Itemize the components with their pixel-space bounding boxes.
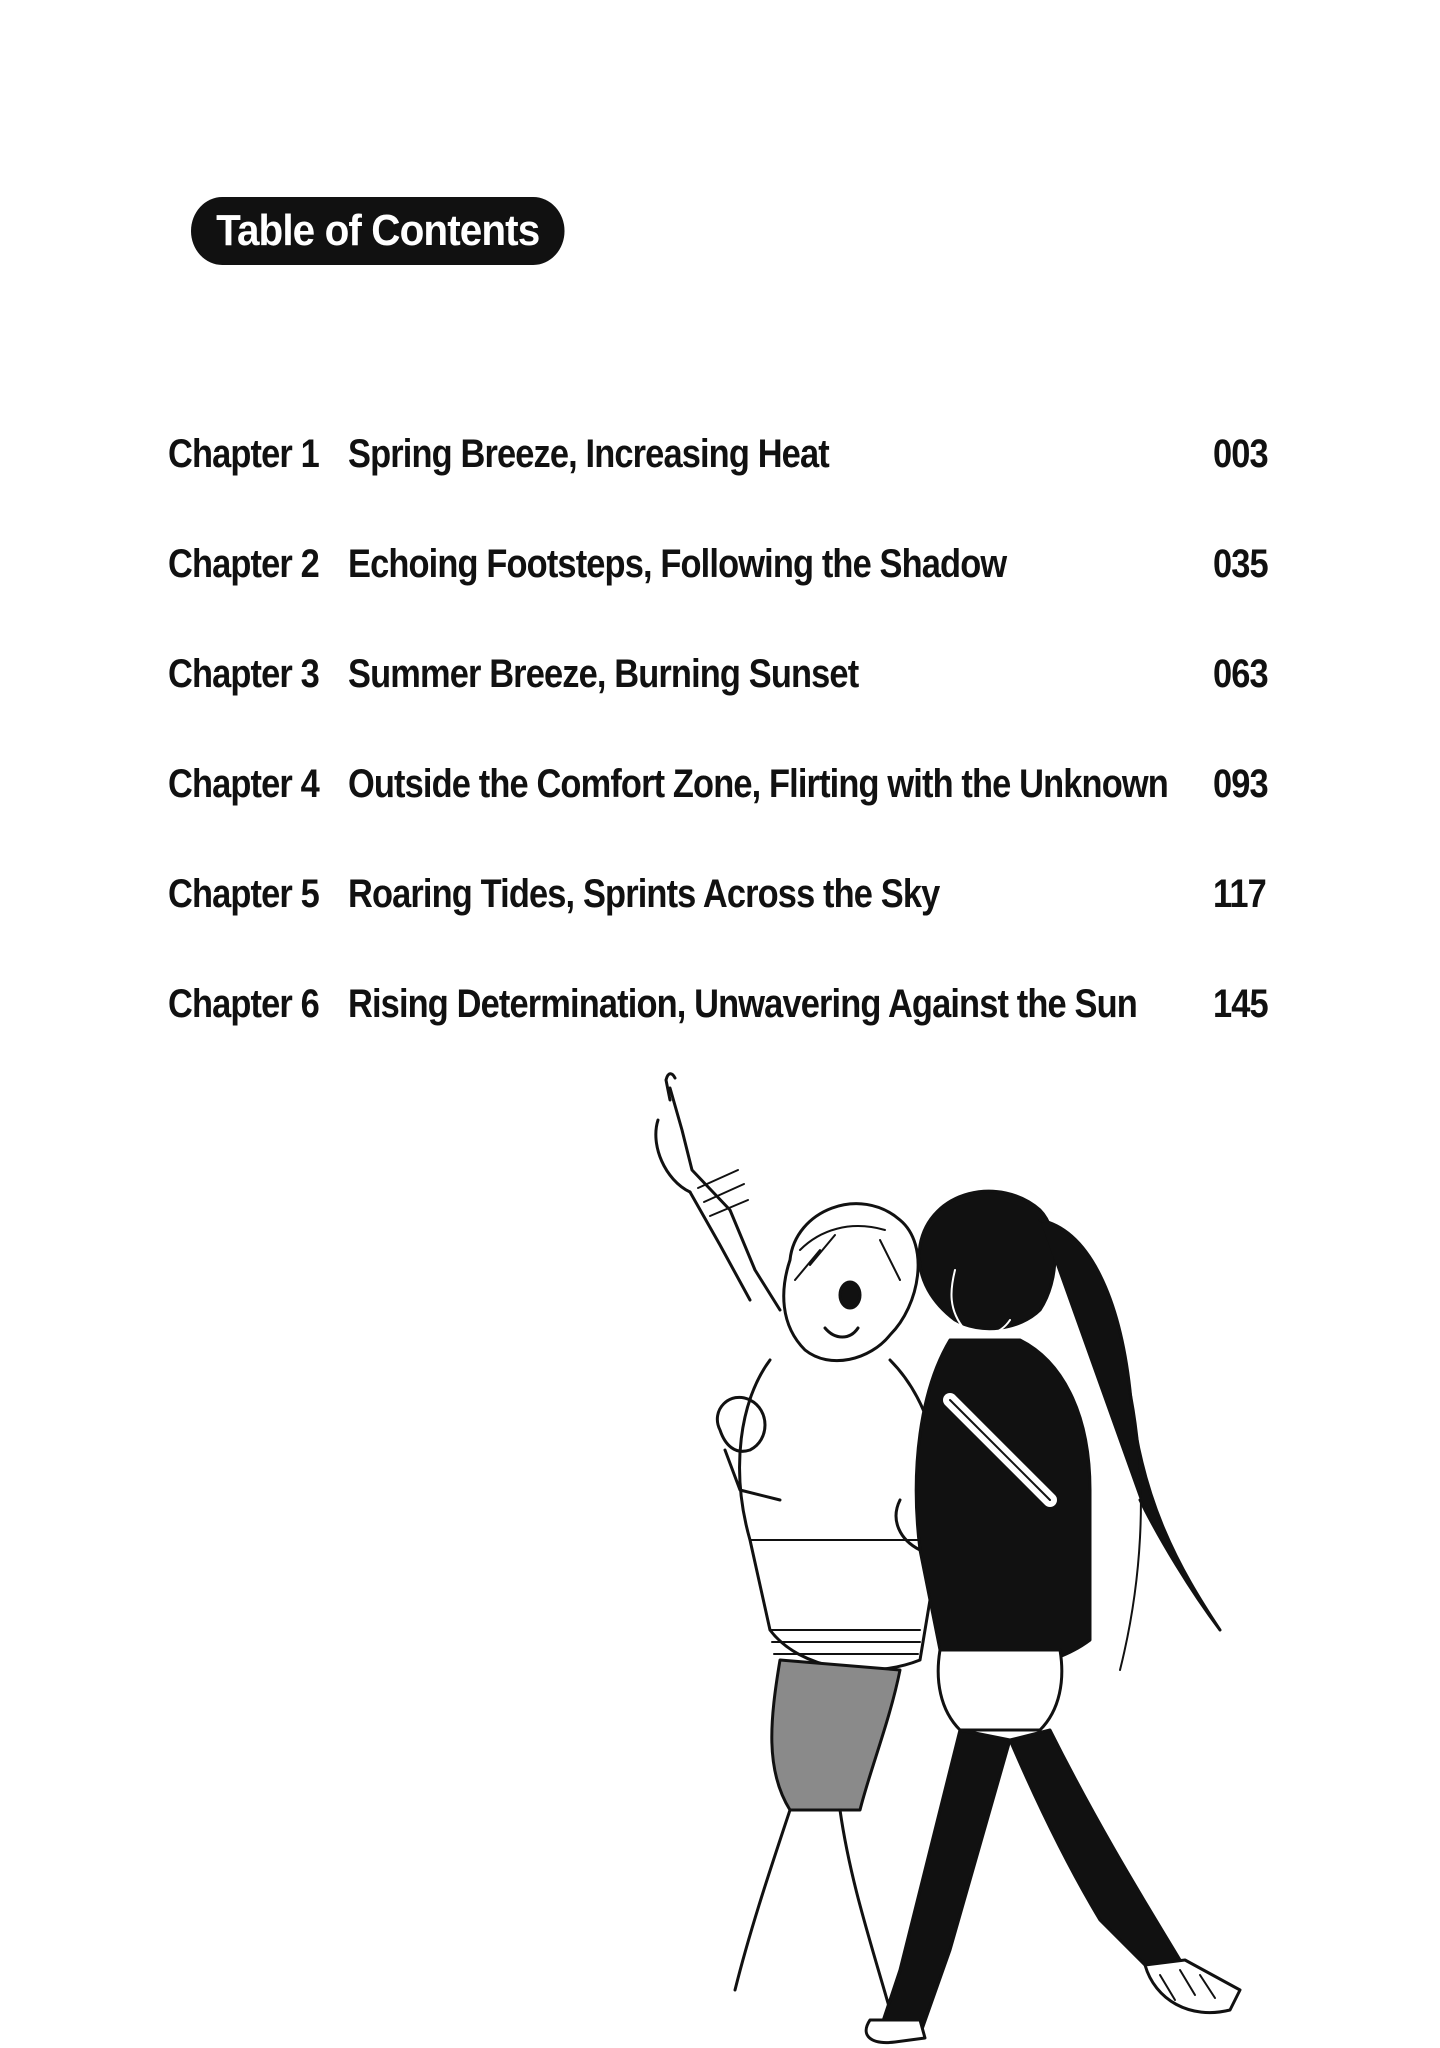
- toc-heading: [191, 197, 565, 265]
- chapter-page: 117: [1213, 872, 1266, 916]
- chapter-title: Rising Determination, Unwavering Against the Sun: [348, 982, 1137, 1026]
- toc-entry-4[interactable]: [168, 750, 1308, 860]
- toc-heading-text: Table of Contents: [216, 206, 540, 255]
- toc-entry-5[interactable]: [168, 860, 1308, 970]
- toc-entry-3[interactable]: [168, 640, 1308, 750]
- chapter-title: Echoing Footsteps, Following the Shadow: [348, 542, 1007, 586]
- toc-entry-1[interactable]: [168, 420, 1308, 530]
- two-runners-illustration: [620, 1070, 1400, 2048]
- chapter-title: Roaring Tides, Sprints Across the Sky: [348, 872, 940, 916]
- chapter-page: 035: [1213, 542, 1268, 586]
- chapter-number: Chapter 6: [168, 982, 319, 1026]
- toc-entry-2[interactable]: [168, 530, 1308, 640]
- chapter-page: 093: [1213, 762, 1268, 806]
- chapter-page: 145: [1213, 982, 1268, 1026]
- chapter-number: Chapter 3: [168, 652, 319, 696]
- chapter-page: 003: [1213, 432, 1268, 476]
- toc-list: [168, 420, 1308, 1080]
- chapter-number: Chapter 5: [168, 872, 319, 916]
- chapter-number: Chapter 1: [168, 432, 319, 476]
- chapter-page: 063: [1213, 652, 1268, 696]
- chapter-title: Outside the Comfort Zone, Flirting with the Unknown: [348, 762, 1168, 806]
- toc-entry-6[interactable]: [168, 970, 1308, 1080]
- chapter-number: Chapter 2: [168, 542, 319, 586]
- chapter-title: Summer Breeze, Burning Sunset: [348, 652, 859, 696]
- chapter-title: Spring Breeze, Increasing Heat: [348, 432, 829, 476]
- chapter-number: Chapter 4: [168, 762, 319, 806]
